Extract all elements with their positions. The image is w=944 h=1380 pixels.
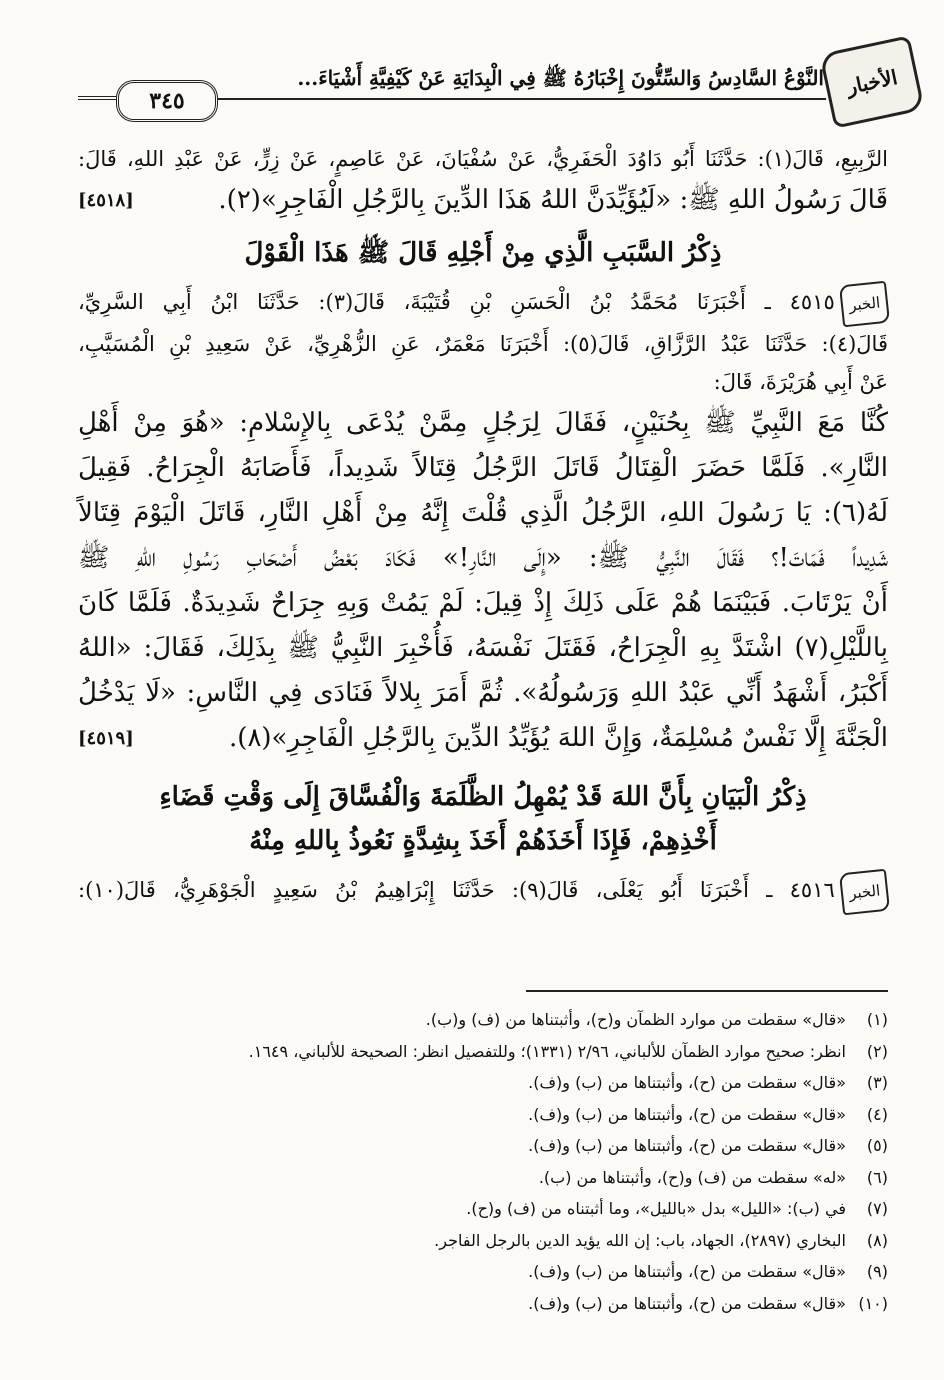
footnote-number: (٣) xyxy=(866,1073,888,1092)
isnad-line: عَنْ أَبِي هُرَيْرَةَ، قَالَ: xyxy=(713,370,888,394)
footnote-number: (٢) xyxy=(866,1041,888,1061)
footnote-text: البخاري (٢٨٩٧)، الجهاد، باب: إن الله يؤيد الدين بالرجل الفاجر. xyxy=(434,1230,846,1250)
page-number: ٣٤٥ xyxy=(116,80,218,122)
footnote-text: انظر: صحيح موارد الظمآن للألباني، ٢/٩٦ (١٣٣١)؛ وللتفصيل انظر: الصحيحة للألباني، ١٦٤٩. xyxy=(248,1041,846,1061)
footnote-text: «قال» سقطت من (ح)، وأثبتناها من (ب) و(ف). xyxy=(528,1262,846,1281)
isnad-line: قَالَ(٤): حَدَّثَنَا عَبْدُ الرَّزَّاقِ، قَالَ(٥): أَخْبَرَنَا مَعْمَرٌ، عَنِ الزُّهْرِيِّ، عَنْ سَعِيدِ بْنِ الْمُسَيَّبِ، xyxy=(78,332,888,356)
matn-line: النَّارِ». فَلَمَّا حَضَرَ الْقِتَالُ قَاتَلَ الرَّجُلُ قِتَالاً شَدِيداً، فَأَصَابَهُ الْجِرَاحُ. فَقِيلَ xyxy=(78,453,888,483)
section-heading: ذِكْرُ السَّبَبِ الَّذِي مِنْ أَجْلِهِ قَالَ ﷺ هَذَا الْقَوْلَ xyxy=(244,238,722,268)
khabar-badge-icon: الخبر xyxy=(839,869,890,916)
footnote xyxy=(78,1193,888,1225)
footnote-text: في (ب): «الليل» بدل «بالليل»، وما أثبتناه من (ف) و(ح). xyxy=(466,1199,846,1218)
text-line-with-ref xyxy=(78,178,888,223)
footnote-text: «قال» سقطت من (ح)، وأثبتناها من (ب) و(ف). xyxy=(528,1136,846,1155)
footnote-number: (٩) xyxy=(866,1262,888,1281)
khabar-badge-icon: الخبر xyxy=(839,281,890,328)
isnad-text: ٤٥١٦ ـ أَخْبَرَنَا أَبُو يَعْلَى، قَالَ(٩): حَدَّثَنَا إِبْرَاهِيمُ بْنُ سَعِيدٍ الْجَوْهَرِيُّ، قَالَ(١٠): xyxy=(78,878,835,902)
footnote-divider xyxy=(526,990,888,992)
footnote-text: «قال» سقطت من (ح)، وأثبتناها من (ب) و(ف). xyxy=(528,1104,846,1124)
header-rule xyxy=(214,98,826,100)
footnote-text: «له» سقطت من (ف) و(ح)، وأثبتناها من (ب). xyxy=(538,1167,846,1187)
footnote-text: «قال» سقطت من (ح)، وأثبتناها من (ب) و(ف). xyxy=(528,1293,846,1313)
footnote xyxy=(78,1288,888,1320)
header-rule-left xyxy=(78,96,116,100)
footnotes xyxy=(78,1004,888,1319)
section-heading: ذِكْرُ الْبَيَانِ بِأَنَّ اللهَ قَدْ يُمْهِلُ الظَّلَمَةَ وَالْفُسَّاقَ إِلَى وَقْتِ قَضَاءِ xyxy=(159,782,807,812)
running-header xyxy=(78,44,924,124)
hadith-number: [٤٥١٩] xyxy=(78,728,134,749)
text-line-with-ref xyxy=(78,716,888,761)
footnote xyxy=(78,1099,888,1131)
matn-text: الْجَنَّةَ إِلَّا نَفْسٌ مُسْلِمَةٌ، وَإِنَّ اللهَ يُؤَيِّدُ الدِّينَ بِالرَّجُلِ الْفَاجِرِ»(٨). xyxy=(229,723,888,753)
footnote xyxy=(78,1036,888,1068)
footnote-number: (٥) xyxy=(866,1136,888,1155)
header-badge-label: الأخبار xyxy=(844,64,900,100)
matn-line: لَهُ(٦): يَا رَسُولَ اللهِ، الرَّجُلُ الَّذِي قُلْتَ إِنَّهُ مِنْ أَهْلِ النَّارِ، قَاتَلَ الْيَوْمَ قِتَالاً xyxy=(78,498,888,528)
footnote-number: (١) xyxy=(866,1010,888,1029)
matn-line: شَدِيداً فَمَاتَ!؟ فَقَالَ النَّبِيُّ ﷺ: «إِلَى النَّارِ!» فَكَادَ بَعْضُ أَصْحَابِ رَسُولِ اللهِ ﷺ xyxy=(78,543,888,573)
footnote-number: (٤) xyxy=(866,1104,888,1124)
isnad-text: ٤٥١٥ ـ أَخْبَرَنَا مُحَمَّدُ بْنُ الْحَسَنِ بْنِ قُتَيْبَةَ، قَالَ(٣): حَدَّثَنَا ابْنُ أَبِي السَّرِيِّ، xyxy=(78,290,835,314)
footnote-text: «قال» سقطت من موارد الظمآن و(ح)، وأثبتناها من (ف) و(ب). xyxy=(425,1010,846,1029)
footnote xyxy=(78,1004,888,1036)
footnote-number: (٨) xyxy=(866,1230,888,1250)
footnote-number: (٧) xyxy=(866,1199,888,1218)
isnad-line xyxy=(78,283,888,325)
footnote-text: «قال» سقطت من (ح)، وأثبتناها من (ب) و(ف). xyxy=(528,1073,846,1092)
footnote xyxy=(78,1130,888,1162)
footnote-number: (١٠) xyxy=(858,1293,888,1313)
running-title: النَّوْعُ السَّادِسُ وَالسِّتُّونَ إِخْبَارُهُ ﷺ فِي الْبِدَايَةِ عَنْ كَيْفِيَّةِ أَشْيَاءَ... xyxy=(297,66,824,90)
puzzle-badge-icon xyxy=(819,35,925,128)
footnote xyxy=(78,1067,888,1099)
hadith-text: قَالَ رَسُولُ اللهِ ﷺ: «لَيُؤَيِّدَنَّ اللهُ هَذَا الدِّينَ بِالرَّجُلِ الْفَاجِرِ»(٢). xyxy=(218,185,888,215)
isnad-line xyxy=(78,871,888,913)
footnote-number: (٦) xyxy=(866,1167,888,1187)
main-text xyxy=(78,140,888,913)
matn-line: أَنْ يَرْتَابَ. فَبَيْنَمَا هُمْ عَلَى ذَلِكَ إِذْ قِيلَ: لَمْ يَمُتْ وَبِهِ جِرَاحٌ شَدِيدَةٌ. فَلَمَّا كَانَ xyxy=(78,588,888,618)
footnote xyxy=(78,1162,888,1194)
matn-line: بِاللَّيْلِ(٧) اشْتَدَّ بِهِ الْجِرَاحُ، فَقَتَلَ نَفْسَهُ، فَأُخْبِرَ النَّبِيُّ ﷺ بِذَلِكَ، فَقَالَ: «اللهُ xyxy=(78,633,888,663)
text-line: الرَّبِيعِ، قَالَ(١): حَدَّثَنَا أَبُو دَاوُدَ الْحَفَرِيُّ، عَنْ سُفْيَانَ، عَنْ عَاصِمٍ، عَنْ زِرٍّ، عَنْ عَبْدِ اللهِ، قَالَ: xyxy=(78,147,888,171)
footnote xyxy=(78,1225,888,1257)
matn-line: أَكْبَرُ، أَشْهَدُ أَنِّي عَبْدُ اللهِ وَرَسُولُهُ». ثُمَّ أَمَرَ بِلالاً فَنَادَى فِي النَّاسِ: «لَا يَدْخُلُ xyxy=(78,678,888,708)
section-heading: أَخْذِهِمْ، فَإِذَا أَخَذَهُمْ أَخَذَ بِشِدَّةٍ نَعُوذُ بِاللهِ مِنْهُ xyxy=(249,826,717,856)
matn-line: كُنَّا مَعَ النَّبِيِّ ﷺ بِحُنَيْنٍ، فَقَالَ لِرَجُلٍ مِمَّنْ يُدْعَى بِالإِسْلامِ: «هُوَ مِنْ أَهْلِ xyxy=(78,408,888,438)
footnote xyxy=(78,1256,888,1288)
hadith-number: [٤٥١٨] xyxy=(78,190,134,211)
